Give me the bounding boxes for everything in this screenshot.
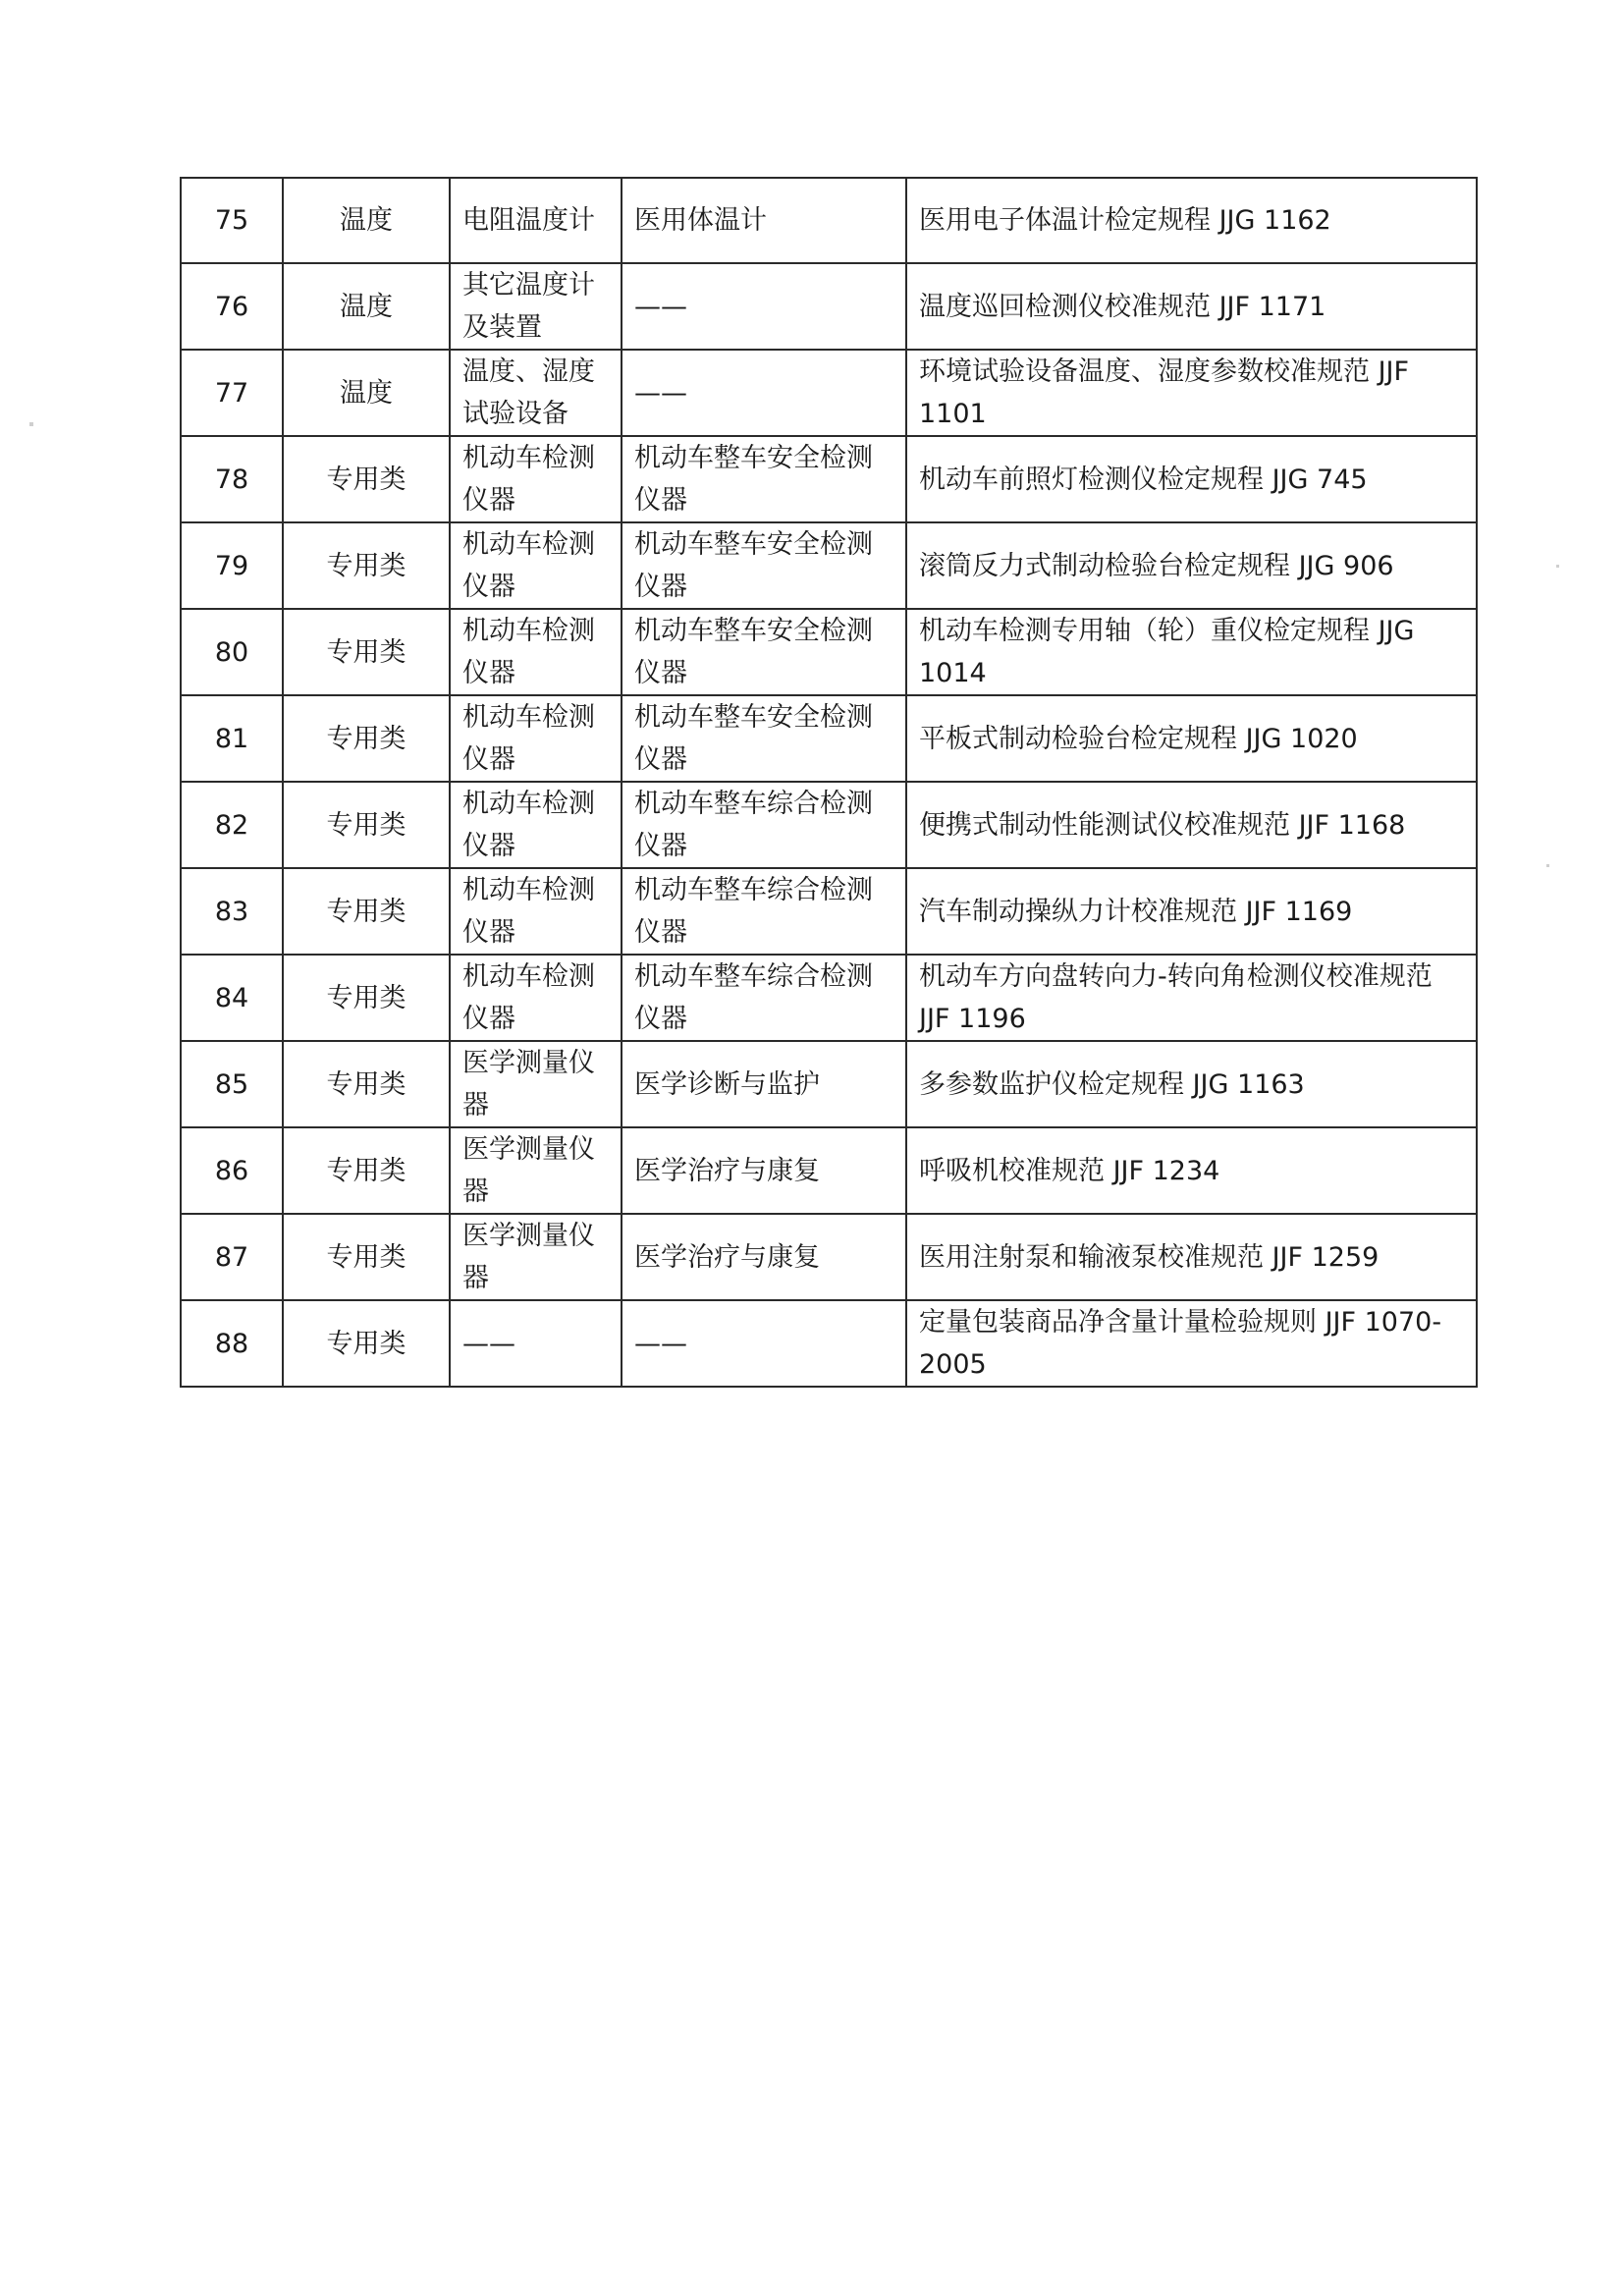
row-number-cell: 87: [181, 1214, 283, 1300]
calibration-spec-table: [180, 177, 1478, 1388]
table-row: [181, 609, 1477, 695]
subcategory-cell: 医学测量仪器: [450, 1041, 622, 1127]
category-cell: 专用类: [283, 1041, 450, 1127]
table-row: [181, 350, 1477, 436]
row-number-cell: 76: [181, 263, 283, 350]
spec-cell: 汽车制动操纵力计校准规范 JJF 1169: [906, 868, 1477, 955]
scan-speck: [1556, 565, 1559, 568]
subcategory-cell: 温度、湿度试验设备: [450, 350, 622, 436]
category-cell: 专用类: [283, 436, 450, 522]
subcategory-cell: 机动车检测仪器: [450, 868, 622, 955]
scan-speck: [1546, 864, 1549, 867]
subcategory-cell: 机动车检测仪器: [450, 609, 622, 695]
table-row: [181, 1041, 1477, 1127]
category-cell: 专用类: [283, 782, 450, 868]
category-cell: 温度: [283, 350, 450, 436]
category-cell: 专用类: [283, 868, 450, 955]
subcategory-cell: 医学测量仪器: [450, 1127, 622, 1214]
category-cell: 专用类: [283, 955, 450, 1041]
category-cell: 专用类: [283, 522, 450, 609]
instrument-type-cell: ——: [622, 1300, 906, 1387]
spec-cell: 医用注射泵和输液泵校准规范 JJF 1259: [906, 1214, 1477, 1300]
instrument-type-cell: 机动车整车安全检测仪器: [622, 436, 906, 522]
table-body: [181, 178, 1477, 1387]
row-number-cell: 80: [181, 609, 283, 695]
category-cell: 专用类: [283, 1127, 450, 1214]
category-cell: 温度: [283, 263, 450, 350]
instrument-type-cell: 医学治疗与康复: [622, 1127, 906, 1214]
subcategory-cell: 机动车检测仪器: [450, 436, 622, 522]
spec-cell: 机动车方向盘转向力-转向角检测仪校准规范 JJF 1196: [906, 955, 1477, 1041]
spec-cell: 呼吸机校准规范 JJF 1234: [906, 1127, 1477, 1214]
row-number-cell: 83: [181, 868, 283, 955]
row-number-cell: 84: [181, 955, 283, 1041]
spec-cell: 多参数监护仪检定规程 JJG 1163: [906, 1041, 1477, 1127]
row-number-cell: 79: [181, 522, 283, 609]
spec-cell: 医用电子体温计检定规程 JJG 1162: [906, 178, 1477, 263]
spec-cell: 滚筒反力式制动检验台检定规程 JJG 906: [906, 522, 1477, 609]
instrument-type-cell: ——: [622, 350, 906, 436]
subcategory-cell: 其它温度计及装置: [450, 263, 622, 350]
subcategory-cell: 机动车检测仪器: [450, 522, 622, 609]
table-row: [181, 178, 1477, 263]
spec-cell: 机动车前照灯检测仪检定规程 JJG 745: [906, 436, 1477, 522]
instrument-type-cell: 机动车整车安全检测仪器: [622, 522, 906, 609]
table-row: [181, 695, 1477, 782]
table-row: [181, 1300, 1477, 1387]
table-row: [181, 782, 1477, 868]
spec-cell: 温度巡回检测仪校准规范 JJF 1171: [906, 263, 1477, 350]
instrument-type-cell: 机动车整车综合检测仪器: [622, 782, 906, 868]
spec-cell: 平板式制动检验台检定规程 JJG 1020: [906, 695, 1477, 782]
category-cell: 专用类: [283, 1214, 450, 1300]
instrument-type-cell: 机动车整车综合检测仪器: [622, 868, 906, 955]
row-number-cell: 86: [181, 1127, 283, 1214]
spec-cell: 环境试验设备温度、湿度参数校准规范 JJF 1101: [906, 350, 1477, 436]
subcategory-cell: 电阻温度计: [450, 178, 622, 263]
spec-cell: 机动车检测专用轴（轮）重仪检定规程 JJG 1014: [906, 609, 1477, 695]
row-number-cell: 81: [181, 695, 283, 782]
instrument-type-cell: 医学治疗与康复: [622, 1214, 906, 1300]
spec-cell: 便携式制动性能测试仪校准规范 JJF 1168: [906, 782, 1477, 868]
subcategory-cell: 机动车检测仪器: [450, 955, 622, 1041]
category-cell: 温度: [283, 178, 450, 263]
instrument-type-cell: 机动车整车安全检测仪器: [622, 695, 906, 782]
row-number-cell: 77: [181, 350, 283, 436]
instrument-type-cell: 机动车整车安全检测仪器: [622, 609, 906, 695]
table-row: [181, 955, 1477, 1041]
scan-speck: [29, 422, 33, 426]
table-row: [181, 263, 1477, 350]
table-row: [181, 1127, 1477, 1214]
subcategory-cell: 医学测量仪器: [450, 1214, 622, 1300]
row-number-cell: 78: [181, 436, 283, 522]
row-number-cell: 82: [181, 782, 283, 868]
table-row: [181, 522, 1477, 609]
subcategory-cell: ——: [450, 1300, 622, 1387]
subcategory-cell: 机动车检测仪器: [450, 782, 622, 868]
instrument-type-cell: 医学诊断与监护: [622, 1041, 906, 1127]
table-row: [181, 868, 1477, 955]
spec-cell: 定量包装商品净含量计量检验规则 JJF 1070-2005: [906, 1300, 1477, 1387]
instrument-type-cell: 医用体温计: [622, 178, 906, 263]
table-row: [181, 1214, 1477, 1300]
row-number-cell: 88: [181, 1300, 283, 1387]
category-cell: 专用类: [283, 1300, 450, 1387]
table-row: [181, 436, 1477, 522]
row-number-cell: 75: [181, 178, 283, 263]
row-number-cell: 85: [181, 1041, 283, 1127]
instrument-type-cell: ——: [622, 263, 906, 350]
category-cell: 专用类: [283, 609, 450, 695]
subcategory-cell: 机动车检测仪器: [450, 695, 622, 782]
category-cell: 专用类: [283, 695, 450, 782]
instrument-type-cell: 机动车整车综合检测仪器: [622, 955, 906, 1041]
